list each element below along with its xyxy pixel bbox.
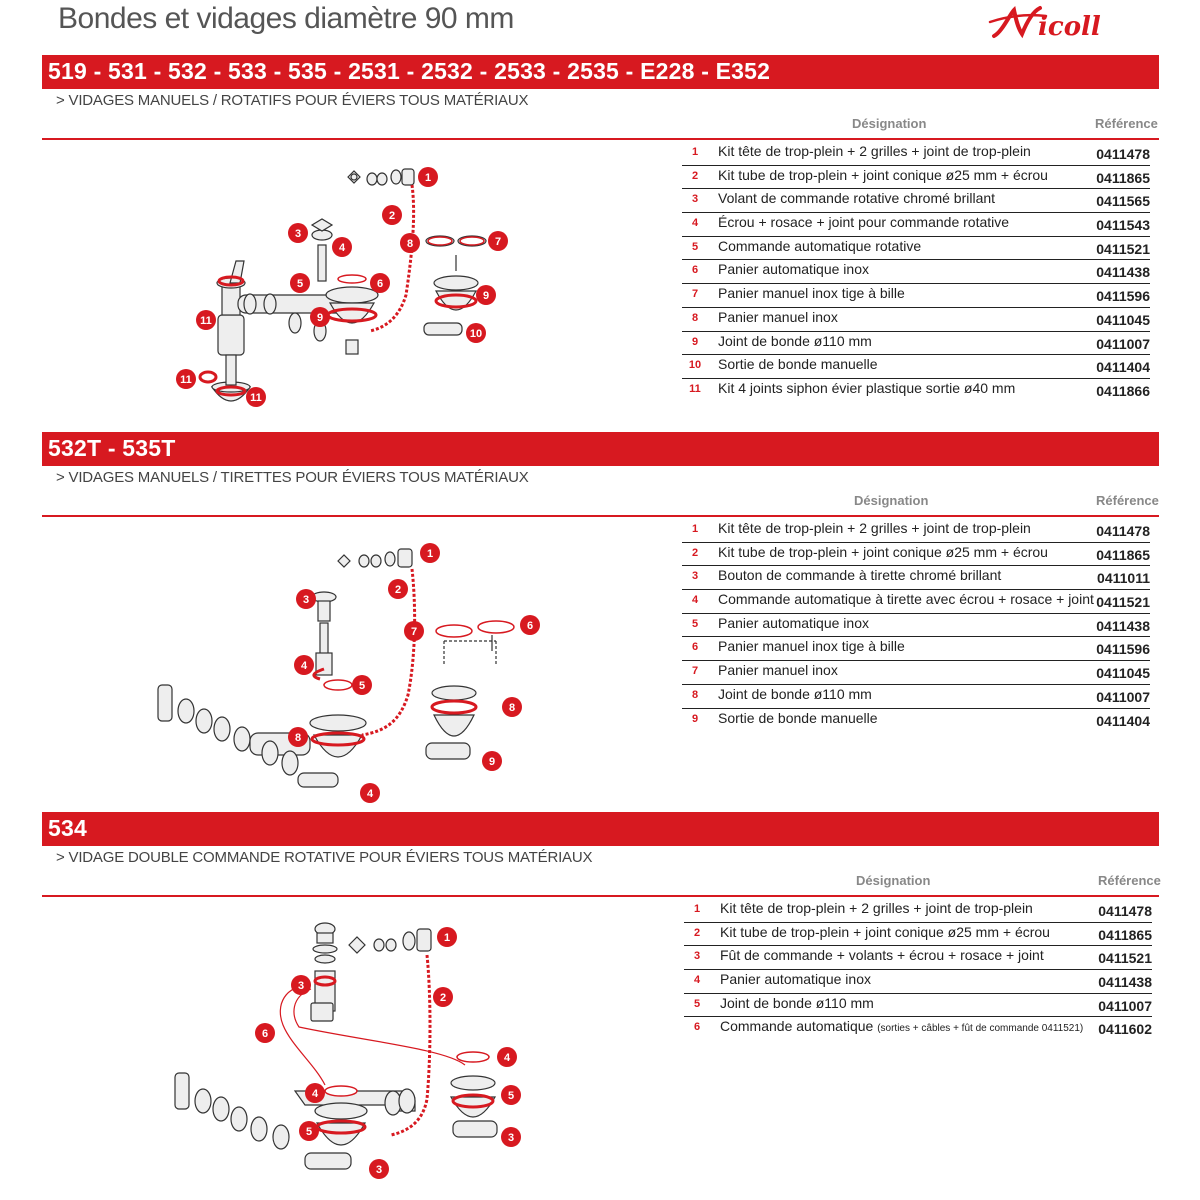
table-row [682,332,1150,356]
section-3-exploded-diagram [165,915,535,1185]
svg-text:6: 6 [526,620,534,632]
table-row [682,166,1150,190]
item-reference: 0411438 [1098,974,1152,991]
item-number: 3 [691,570,699,583]
svg-text:7: 7 [410,626,418,638]
callout-11 [246,387,266,407]
nicoll-logo [988,2,1148,46]
callout-4 [332,237,352,257]
item-number: 4 [691,594,699,607]
callout-7 [488,231,508,251]
section-2-band [42,432,1159,466]
svg-text:4: 4 [503,1052,511,1064]
item-number: 1 [691,523,699,535]
svg-text:9: 9 [488,756,496,768]
table-row [682,237,1150,261]
svg-text:3: 3 [507,1132,515,1144]
svg-text:11: 11 [250,392,262,404]
item-reference: 0411521 [1098,950,1152,967]
item-number: 11 [689,382,701,395]
section-3-band [42,812,1159,846]
svg-text:4: 4 [311,1088,319,1100]
table-row [682,709,1150,732]
item-designation: Kit tête de trop-plein + 2 grilles + joint de trop-plein [718,520,1031,536]
section-3-subtitle: > VIDAGE DOUBLE COMMANDE ROTATIVE POUR ÉVIERS TOUS MATÉRIAUX [56,849,593,866]
callout-11 [196,310,216,330]
section-1-band [42,55,1159,89]
table-row [682,637,1150,661]
item-number: 5 [693,997,701,1010]
section-2-rule [42,515,1159,517]
table-row [684,923,1152,947]
item-designation: Kit tête de trop-plein + 2 grilles + joint de trop-plein [718,143,1031,159]
table-row [682,590,1150,614]
section-1-parts-table [682,142,1150,402]
svg-text:6: 6 [261,1028,269,1040]
item-designation: Écrou + rosace + joint pour commande rotative [718,214,1010,231]
table-row [682,661,1150,685]
callout-8 [502,697,522,717]
svg-text:1: 1 [426,548,434,560]
section-2-parts-table [682,519,1150,731]
svg-text:3: 3 [302,594,310,606]
item-designation: Volant de commande rotative chromé brillant [718,190,996,207]
svg-text:3: 3 [294,228,302,240]
svg-text:7: 7 [494,236,502,248]
callout-9 [482,751,502,771]
callout-2 [433,987,453,1007]
callout-7 [404,621,424,641]
svg-text:3: 3 [375,1164,383,1176]
item-designation: Sortie de bonde manuelle [718,709,878,726]
item-reference: 0411596 [1096,641,1150,658]
section-1-designation-header: Désignation [852,116,927,131]
item-number: 6 [691,264,699,277]
svg-text:8: 8 [508,702,516,714]
item-number: 9 [691,335,699,348]
item-reference: 0411438 [1096,617,1150,634]
section-1-models: 519 - 531 - 532 - 533 - 535 - 2531 - 2532 - 2533 - 2535 - E228 - E352 [48,58,771,84]
item-reference: 0411404 [1096,712,1150,729]
callout-11 [176,369,196,389]
item-reference: 0411045 [1096,665,1150,682]
item-number: 8 [691,688,699,701]
section-2-subtitle: > VIDAGES MANUELS / TIRETTES POUR ÉVIERS TOUS MATÉRIAUX [56,469,529,486]
table-row [682,543,1150,567]
table-row [684,994,1152,1018]
section-3-designation-header: Désignation [856,873,931,888]
callout-2 [388,579,408,599]
svg-text:9: 9 [316,312,324,324]
item-number: 1 [693,903,701,915]
svg-text:icoll: icoll [1038,12,1101,42]
callout-4 [360,783,380,803]
table-row [682,260,1150,284]
svg-text:10: 10 [469,328,483,340]
callout-6 [255,1023,275,1043]
item-reference: 0411521 [1096,594,1150,611]
item-designation: Kit tube de trop-plein + joint conique ø25 mm + écrou [718,166,1048,183]
svg-text:1: 1 [424,172,432,184]
item-designation: Panier automatique inox [718,261,869,278]
callout-3 [291,975,311,995]
item-designation: Panier manuel inox [718,308,838,325]
item-designation: Joint de bonde ø110 mm [720,994,874,1011]
item-number: 8 [691,311,699,324]
svg-text:6: 6 [376,278,384,290]
item-reference: 0411602 [1098,1021,1152,1038]
table-row [682,355,1150,379]
callout-1 [437,927,457,947]
item-reference: 0411007 [1098,997,1152,1014]
callout-1 [418,167,438,187]
item-number: 2 [691,546,699,559]
callout-5 [290,273,310,293]
item-reference: 0411565 [1096,193,1150,210]
item-designation: Kit tube de trop-plein + joint conique ø25 mm + écrou [718,543,1048,560]
callout-4 [294,655,314,675]
item-reference: 0411596 [1096,288,1150,305]
item-designation: Panier automatique inox [718,614,869,631]
table-row [682,566,1150,590]
item-number: 5 [691,617,699,630]
section-2-designation-header: Désignation [854,493,929,508]
item-designation: Commande automatique rotative [718,237,922,254]
callout-9 [476,285,496,305]
item-designation: Kit tube de trop-plein + joint conique ø25 mm + écrou [720,923,1050,940]
table-row [682,189,1150,213]
item-reference: 0411007 [1096,335,1150,352]
callout-3 [296,589,316,609]
item-designation: Fût de commande + volants + écrou + rosace + joint [720,947,1044,964]
item-designation: Commande automatique à tirette avec écrou + rosace + joint [718,591,1094,608]
item-reference: 0411865 [1096,169,1150,186]
table-row [684,899,1152,923]
item-number: 6 [691,641,699,654]
svg-text:11: 11 [180,374,192,386]
item-designation-main: Commande automatique [720,1018,874,1035]
table-row [684,946,1152,970]
item-number: 7 [691,665,699,678]
item-reference: 0411478 [1098,903,1152,919]
callout-9 [310,307,330,327]
table-row [682,142,1150,166]
svg-text:5: 5 [507,1090,515,1102]
callout-2 [382,205,402,225]
svg-text:4: 4 [338,242,346,254]
page-title: Bondes et vidages diamètre 90 mm [58,2,514,35]
section-2-models: 532T - 535T [48,435,176,461]
section-1-exploded-diagram [160,155,520,415]
callout-1 [420,543,440,563]
svg-text:9: 9 [482,290,490,302]
item-designation: Sortie de bonde manuelle [718,356,878,373]
item-reference: 0411438 [1096,264,1150,281]
callout-5 [501,1085,521,1105]
section-3-models: 534 [48,815,87,841]
item-reference: 0411404 [1096,359,1150,376]
table-row [682,379,1150,402]
item-reference: 0411866 [1096,382,1150,399]
svg-text:5: 5 [358,680,366,692]
item-designation: Joint de bonde ø110 mm [718,685,872,702]
section-2-reference-header: Référence [1096,493,1159,508]
item-designation: Kit tête de trop-plein + 2 grilles + joint de trop-plein [720,900,1033,916]
callout-5 [299,1121,319,1141]
item-reference: 0411478 [1096,523,1150,539]
callout-8 [400,233,420,253]
item-reference: 0411543 [1096,217,1150,234]
table-row [682,685,1150,709]
item-designation: Bouton de commande à tirette chromé brillant [718,567,1002,584]
callout-3 [501,1127,521,1147]
item-number: 4 [693,974,701,987]
svg-text:1: 1 [443,932,451,944]
callout-5 [352,675,372,695]
item-reference: 0411865 [1098,926,1152,943]
item-designation: Joint de bonde ø110 mm [718,332,872,349]
callout-4 [305,1083,325,1103]
callout-3 [288,223,308,243]
section-1-subtitle: > VIDAGES MANUELS / ROTATIFS POUR ÉVIERS TOUS MATÉRIAUX [56,92,529,109]
item-reference: 0411011 [1097,570,1150,587]
svg-text:2: 2 [394,584,402,596]
item-number: 2 [693,926,701,939]
item-number: 1 [691,146,699,158]
section-1-rule [42,138,1159,140]
callout-3 [369,1159,389,1179]
item-designation: Panier manuel inox [718,662,838,679]
item-number: 2 [691,169,699,182]
item-designation-note: (sorties + câbles + fût de commande 0411521) [877,1023,1084,1035]
svg-text:3: 3 [297,980,305,992]
table-row [682,213,1150,237]
section-1-reference-header: Référence [1095,116,1158,131]
svg-text:5: 5 [305,1126,313,1138]
item-number: 6 [693,1021,701,1034]
item-number: 9 [691,712,699,725]
item-number: 5 [691,240,699,253]
item-designation: Kit 4 joints siphon évier plastique sortie ø40 mm [718,379,1016,396]
svg-text:2: 2 [388,210,396,222]
svg-text:4: 4 [366,788,374,800]
svg-text:2: 2 [439,992,447,1004]
item-reference: 0411865 [1096,546,1150,563]
section-3-parts-table [684,899,1152,1040]
section-2-exploded-diagram [150,535,550,805]
callout-10 [466,323,486,343]
item-reference: 0411521 [1096,240,1150,257]
section-3-reference-header: Référence [1098,873,1161,888]
svg-text:11: 11 [200,315,212,327]
table-row [682,284,1150,308]
svg-text:4: 4 [300,660,308,672]
callout-8 [288,727,308,747]
svg-text:8: 8 [406,238,414,250]
table-row [682,614,1150,638]
table-row [682,519,1150,543]
item-number: 3 [691,193,699,206]
table-row [682,308,1150,332]
section-3-rule [42,895,1159,897]
item-number: 3 [693,950,701,963]
item-designation: Panier manuel inox tige à bille [718,285,905,302]
item-reference: 0411478 [1096,146,1150,162]
item-reference: 0411045 [1096,311,1150,328]
callout-6 [370,273,390,293]
callout-4 [497,1047,517,1067]
item-number: 4 [691,217,699,230]
callout-6 [520,615,540,635]
table-row [684,1017,1152,1040]
item-designation: Panier manuel inox tige à bille [718,638,905,655]
item-number: 10 [688,359,702,372]
item-number: 7 [691,288,699,301]
svg-text:5: 5 [296,278,304,290]
table-row [684,970,1152,994]
svg-text:8: 8 [294,732,302,744]
item-designation: Panier automatique inox [720,971,871,988]
item-reference: 0411007 [1096,688,1150,705]
item-designation [720,1018,1083,1034]
